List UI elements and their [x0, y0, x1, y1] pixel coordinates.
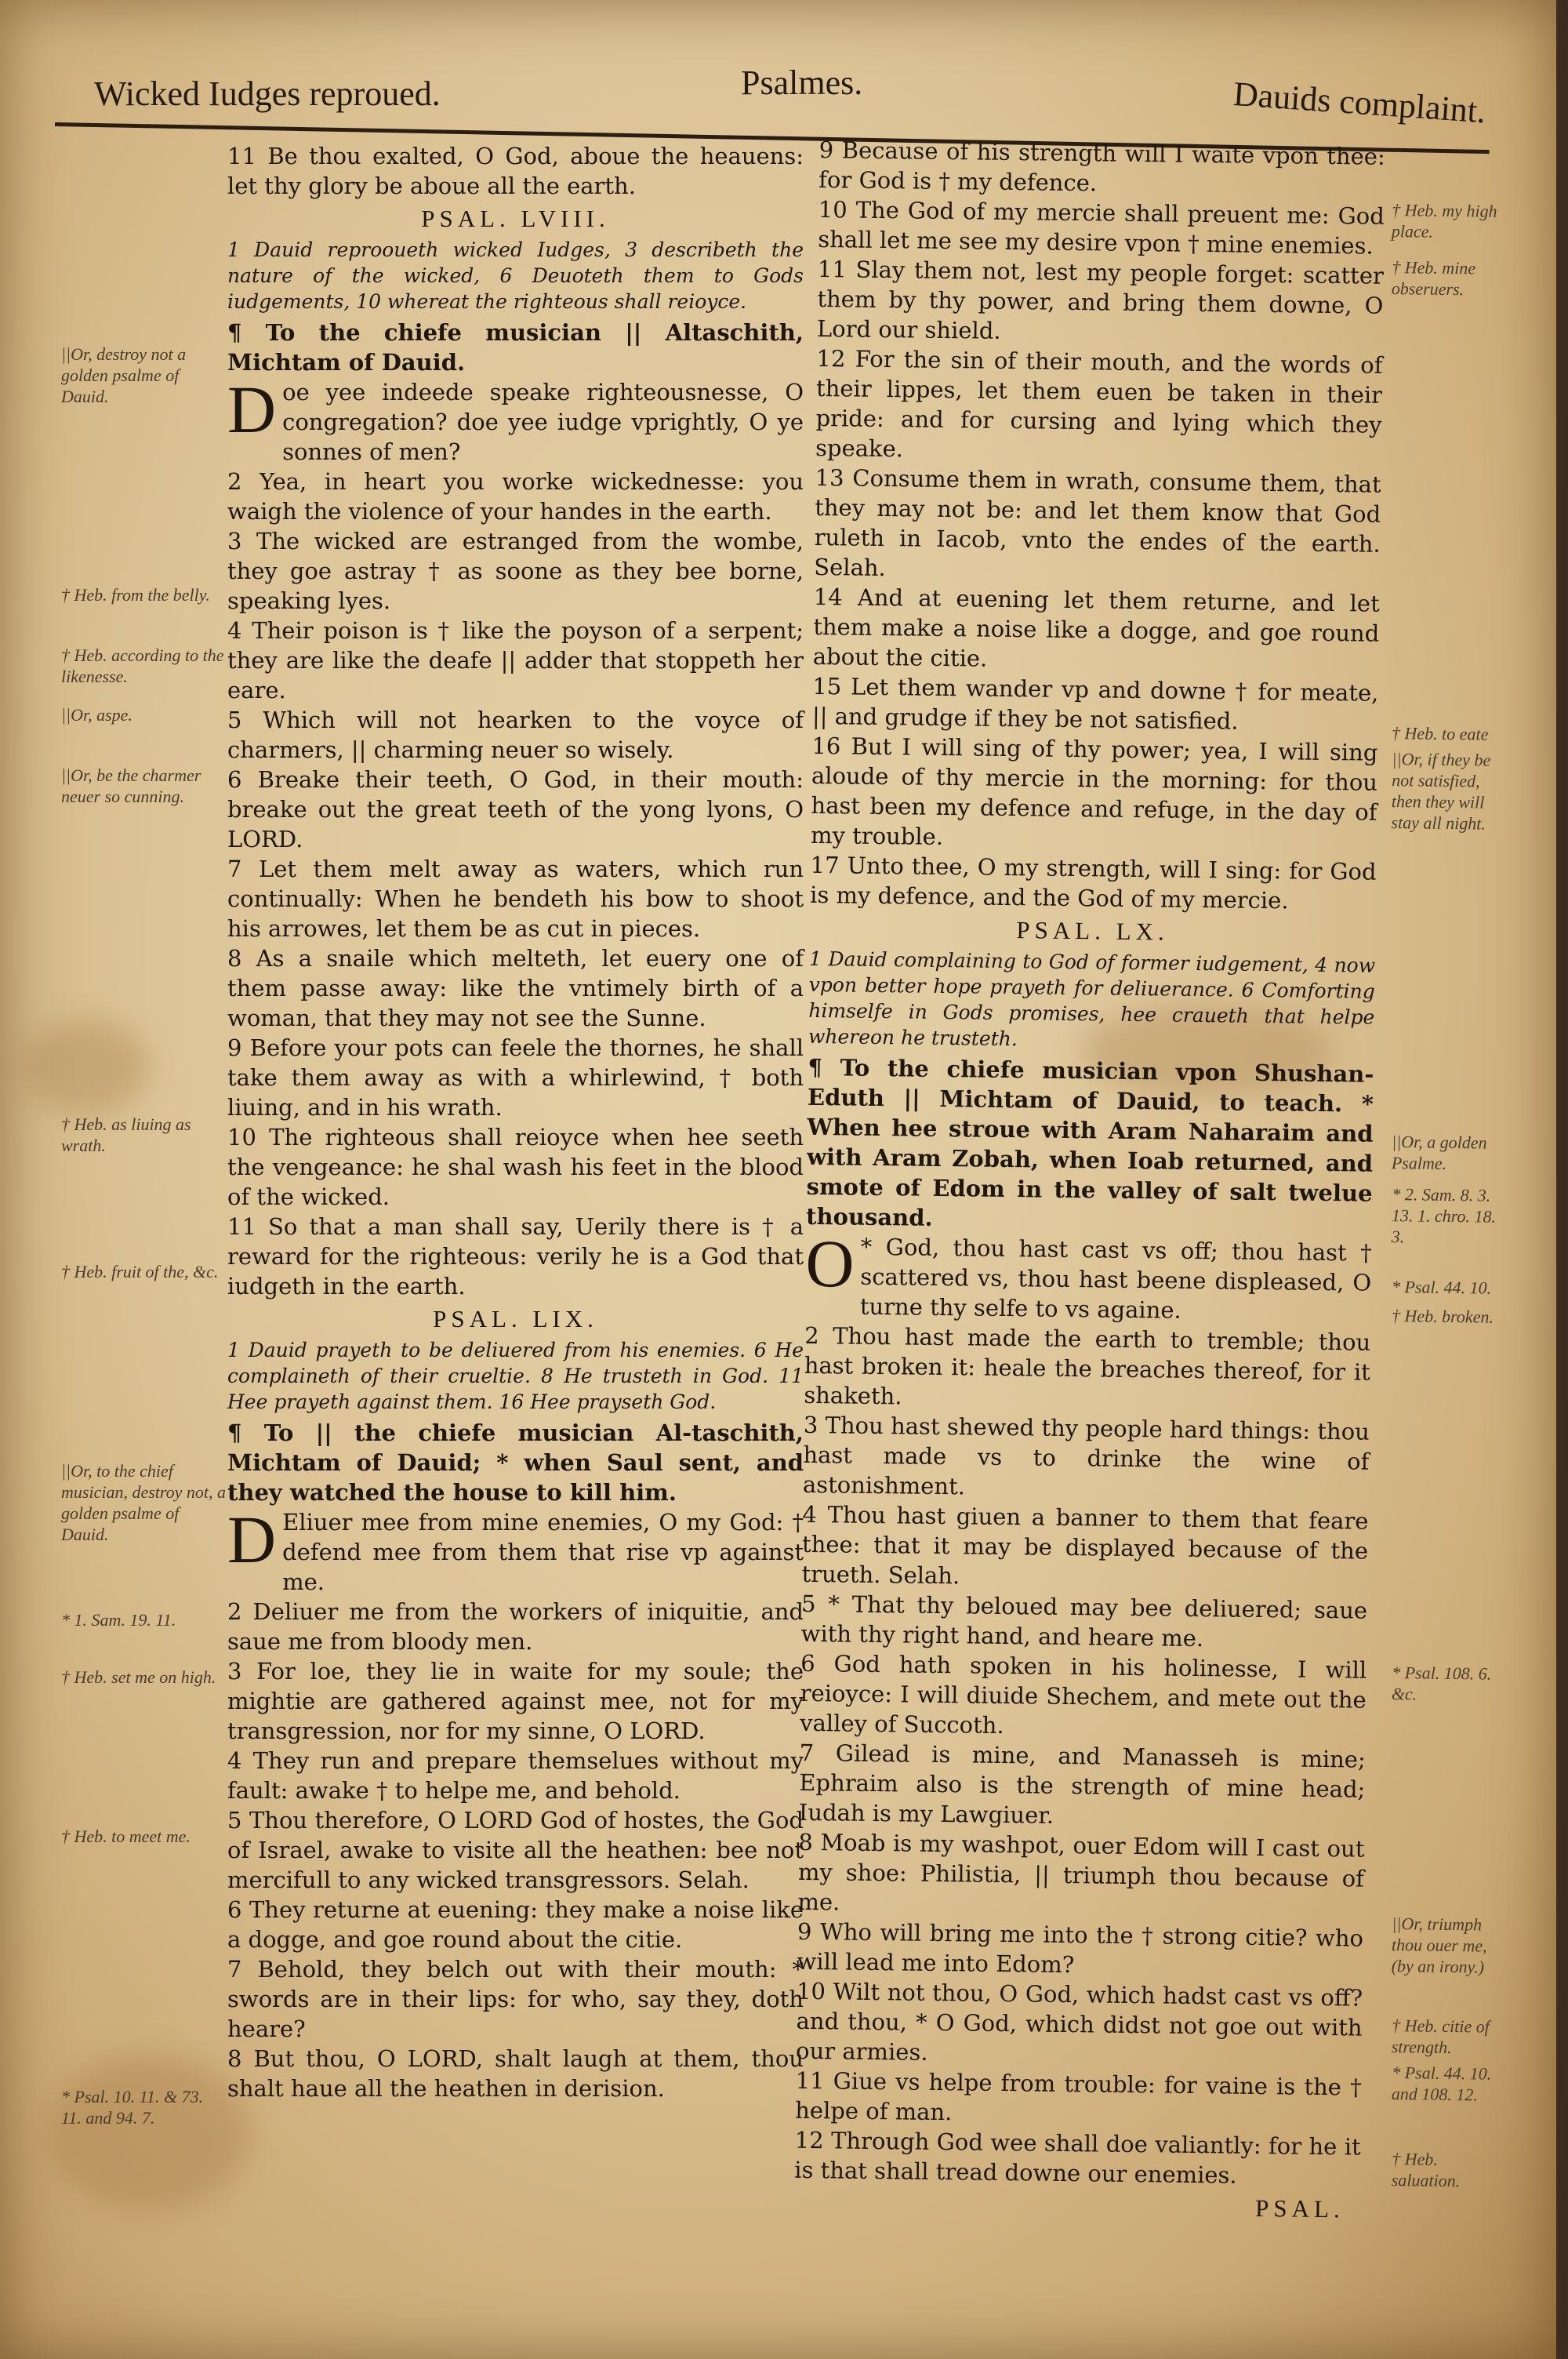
verse: 11 So that a man shall say, Uerily there is † a reward for the righteous: verily he is a God that iudgeth in the earth. — [227, 1213, 804, 1299]
verse: 17 Unto thee, O my strength, will I sing: for God is my defence, and the God of my mercie. — [809, 851, 1377, 914]
verse: 9 Because of his strength will I waite vpon thee: for God is † my defence. — [818, 136, 1385, 197]
drop-cap: D — [227, 1502, 277, 1577]
header-book-title: Psalmes. — [741, 64, 863, 102]
margin-note: † Heb. citie of strength. — [1391, 2016, 1490, 2058]
verse: 11 Giue vs helpe from trouble: for vaine is the † helpe of man. — [795, 2066, 1362, 2126]
verse: 9 Who will bring me into the † strong citie? who will lead me into Edom? — [797, 1917, 1364, 1979]
margin-note: † Heb. from the belly. — [61, 585, 210, 605]
margin-note: † Heb. set me on high. — [61, 1667, 216, 1687]
verse: 2 Thou hast made the earth to tremble; thou hast broken it: heale the breaches thereof, for it shaketh. — [804, 1321, 1371, 1410]
verse: 6 Breake their teeth, O God, in their mouth: breake out the great teeth of the yong lyons, O LORD. — [227, 766, 804, 852]
margin-note: † Heb. according to the likenesse. — [61, 645, 224, 686]
margin-note: † Heb. saluation. — [1391, 2149, 1461, 2191]
margin-note: † Heb. as liuing as wrath. — [61, 1114, 191, 1155]
verse: 11 Be thou exalted, O God, aboue the heauens: let thy glory be aboue all the earth. — [227, 143, 804, 199]
margin-note: † Heb. my high place. — [1391, 200, 1497, 242]
psalm-title: ¶ To the chiefe musician || Altaschith, Michtam of Dauid. — [227, 319, 804, 376]
verse: Eliuer mee from mine enemies, O my God: † defend mee from them that rise vp against me. — [282, 1509, 804, 1595]
margin-note: ||Or, be the charmer neuer so cunning. — [61, 765, 201, 806]
verse: 7 Behold, they belch out with their mouth: * swords are in their lips: for who, say they, doth heare? — [227, 1956, 804, 2042]
water-stain — [24, 1020, 149, 1114]
verse: 9 Before your pots can feele the thornes, he shall take them away as with a whirlewind, † both liuing, and in his wrath. — [227, 1034, 804, 1121]
psalm-body — [804, 1225, 1372, 1328]
verse: 8 But thou, O LORD, shalt laugh at them, thou shalt haue all the heathen in derision. — [227, 2045, 804, 2102]
running-header — [55, 47, 1490, 133]
psalm-heading: PSAL. LVIII. — [421, 205, 610, 232]
verse: 2 Yea, in heart you worke wickednesse: you waigh the violence of your handes in the earth. — [227, 468, 804, 525]
verse: 7 Let them melt away as waters, which run continually: When he bendeth his bow to shoot his arrowes, let them be as cut in pieces. — [227, 856, 804, 942]
margin-note: ||Or, a golden Psalme. — [1391, 1132, 1487, 1173]
verse: 6 They returne at euening: they make a noise like a dogge, and goe round about the citie. — [227, 1896, 804, 1953]
verse: 5 * That thy beloued may bee deliuered; saue with thy right hand, and heare me. — [800, 1590, 1368, 1652]
psalm-summary: 1 Dauid prayeth to be deliuered from his enemies. 6 He complaineth of their crueltie. 8 He trusteth in God. 11 Hee prayeth against them. 16 Hee prayseth God. — [227, 1339, 804, 1413]
verse: 8 As a snaile which melteth, let euery one of them passe away: like the vntimely birth of a woman, that they may not see the Sunne. — [227, 945, 804, 1031]
psalm-summary: 1 Dauid reprooueth wicked Iudges, 3 describeth the nature of the wicked, 6 Deuoteth them to Gods iudgements, 10 whereat the righteous shall reioyce. — [227, 238, 804, 313]
margin-note: * Psal. 44. 10. and 108. 12. — [1391, 2063, 1492, 2105]
verse: 4 They run and prepare themselues without my fault: awake † to helpe me, and behold. — [227, 1747, 804, 1804]
left-column — [227, 141, 804, 2103]
margin-note: * Psal. 44. 10. — [1391, 1277, 1492, 1298]
verse: 10 The God of my mercie shall preuent me: God shall let me see my desire vpon † mine enemies. — [818, 195, 1385, 260]
verse: 3 The wicked are estranged from the wombe, they goe astray † as soone as they bee borne, speaking lyes. — [227, 528, 804, 614]
water-stain — [47, 2055, 251, 2212]
margin-note: ||Or, triumph thou ouer me, (by an irony.) — [1391, 1914, 1487, 1977]
drop-cap: O — [804, 1225, 855, 1302]
header-right-title: Dauids complaint. — [1232, 74, 1487, 131]
verse: 12 Through God wee shall doe valiantly: for he it is that shall tread downe our enemies. — [794, 2126, 1361, 2189]
verse: 4 Thou hast giuen a banner to them that feare thee: that it may be displayed because of the trueth. Selah. — [801, 1500, 1369, 1590]
verse: 5 Which will not hearken to the voyce of charmers, || charming neuer so wisely. — [227, 707, 804, 763]
margin-note: † Heb. to eate — [1391, 723, 1489, 744]
psalm-title: ¶ To || the chiefe musician Al-taschith, Michtam of Dauid; * when Saul sent, and they watched the house to kill him. — [227, 1419, 804, 1506]
verse: 15 Let them wander vp and downe † for meate, || and grudge if they be not satisfied. — [811, 672, 1379, 735]
verse: 12 For the sin of their mouth, and the words of their lippes, let them euen be taken in their pride: and for cursing and lying which they speake. — [815, 344, 1383, 463]
right-column — [794, 135, 1385, 2228]
verse: 4 Their poison is † like the poyson of a serpent; they are like the deafe || adder that stoppeth her eare. — [227, 617, 804, 703]
verse: 10 The righteous shall reioyce when hee seeth the vengeance: he shal wash his feet in the blood of the wicked. — [227, 1124, 804, 1210]
verse: oe yee indeede speake righteousnesse, O congregation? doe yee iudge vprightly, O ye sonnes of men? — [282, 379, 804, 465]
margin-note: † Heb. mine obseruers. — [1391, 257, 1476, 300]
verse: 8 Moab is my washpot, ouer Edom will I cast out my shoe: Philistia, || triumph thou because of me. — [797, 1828, 1365, 1916]
page-edge — [1556, 0, 1568, 2359]
margin-note: ||Or, to the chief musician, destroy not, a golden psalme of Dauid. — [61, 1461, 226, 1544]
verse: 2 Deliuer me from the workers of iniquitie, and saue me from bloody men. — [227, 1598, 804, 1655]
psalm-summary: 1 Dauid complaining to God of former iudgement, 4 now vpon better hope prayeth for deliuerance. 6 Comforting himselfe in Gods promises, hee craueth that helpe whereon he trusteth. — [808, 947, 1376, 1051]
margin-note: ||Or, if they be not satisfied, then they will stay all night. — [1391, 749, 1491, 834]
header-left-title: Wicked Iudges reproued. — [94, 75, 441, 113]
verse: 13 Consume them in wrath, consume them, that they may not be: and let them know that God ruleth in Iacob, vnto the endes of the earth. Selah. — [814, 463, 1381, 582]
verse: 7 Gilead is mine, and Manasseh is mine; Ephraim also is the strength of mine head; Iudah is my Lawgiuer. — [798, 1739, 1366, 1829]
margin-note: * 1. Sam. 19. 11. — [61, 1610, 176, 1630]
verse: 14 And at euening let them returne, and let them make a noise like a dogge, and goe round about the citie. — [812, 583, 1380, 672]
psalm-heading: PSAL. LX. — [1016, 916, 1170, 946]
margin-note: * Psal. 108. 6. &c. — [1391, 1663, 1492, 1704]
margin-note: * 2. Sam. 8. 3. 13. 1. chro. 18. 3. — [1391, 1184, 1497, 1247]
margin-note: † Heb. fruit of the, &c. — [61, 1262, 219, 1281]
margin-note: † Heb. to meet me. — [61, 1826, 191, 1846]
psalm-title: ¶ To the chiefe musician vpon Shushan-Eduth || Michtam of Dauid, to teach. * When hee stroue with Aram Naharaim and with Aram Zobah, when Ioab returned, and smote of Edom in the valley of salt twelue thousand. — [805, 1053, 1374, 1231]
verse: 3 Thou hast shewed thy people hard things: thou hast made vs to drinke the wine of astonishment. — [802, 1411, 1370, 1500]
verse: 10 Wilt not thou, O God, which hadst cast vs off? and thou, * O God, which didst not goe out with our armies. — [795, 1977, 1363, 2066]
verse: 11 Slay them not, lest my people forget: scatter them by thy power, and bring them downe, O Lord our shield. — [816, 255, 1385, 344]
verse: 6 God hath spoken in his holinesse, I will reioyce: I will diuide Shechem, and mete out the valley of Succoth. — [800, 1649, 1367, 1739]
verse: 5 Thou therefore, O LORD God of hostes, the God of Israel, awake to visite all the heathen: bee not mercifull to any wicked transgressors. Selah. — [227, 1807, 804, 1893]
verse: * God, thou hast cast vs off; thou hast † scattered vs, thou hast beene displeased, O turne thy selfe to vs againe. — [859, 1233, 1372, 1324]
margin-note: † Heb. broken. — [1391, 1306, 1494, 1327]
psalm-body — [227, 372, 804, 467]
margin-note: ||Or, destroy not a golden psalme of Dauid. — [61, 344, 187, 406]
margin-note: ||Or, aspe. — [61, 705, 132, 725]
drop-cap: D — [227, 372, 277, 447]
margin-note: * Psal. 10. 11. & 73. 11. and 94. 7. — [61, 2087, 204, 2128]
psalm-heading: PSAL. LIX. — [433, 1305, 598, 1332]
verse: 16 But I will sing of thy power; yea, I will sing aloude of thy mercie in the morning: for thou hast been my defence and refuge, in the day of my trouble. — [810, 732, 1378, 850]
psalm-body — [227, 1502, 804, 1597]
catchword: PSAL. — [1254, 2194, 1345, 2223]
verse: 3 For loe, they lie in waite for my soule; the mightie are gathered against mee, not for my transgression, nor for my sinne, O LORD. — [227, 1658, 804, 1744]
